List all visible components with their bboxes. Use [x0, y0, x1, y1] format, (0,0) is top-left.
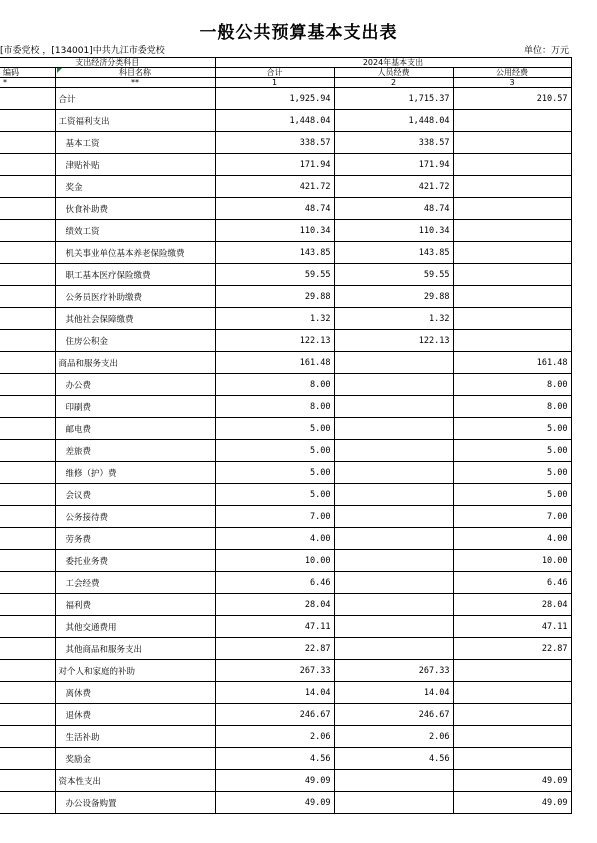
code-cell: [0, 528, 55, 550]
public-cell: 7.00: [453, 506, 571, 528]
public-cell: 161.48: [453, 352, 571, 374]
total-cell: 47.11: [215, 616, 334, 638]
table-row: [0, 352, 571, 374]
total-cell: 8.00: [215, 374, 334, 396]
code-cell: [0, 220, 55, 242]
table-row: [0, 616, 571, 638]
table-row: [0, 660, 571, 682]
total-cell: 1,448.04: [215, 110, 334, 132]
total-cell: 29.88: [215, 286, 334, 308]
personnel-cell: [334, 352, 453, 374]
total-cell: 7.00: [215, 506, 334, 528]
header-personnel: 人员经费: [334, 68, 453, 78]
total-cell: 4.00: [215, 528, 334, 550]
header-col-1: 1: [215, 78, 334, 88]
personnel-cell: 1,715.37: [334, 88, 453, 110]
code-cell: [0, 550, 55, 572]
total-cell: 6.46: [215, 572, 334, 594]
public-cell: [453, 748, 571, 770]
personnel-cell: [334, 616, 453, 638]
header-star: *: [0, 78, 55, 88]
public-cell: 8.00: [453, 396, 571, 418]
total-cell: 5.00: [215, 440, 334, 462]
code-cell: [0, 374, 55, 396]
total-cell: 267.33: [215, 660, 334, 682]
table-row: [0, 330, 571, 352]
code-cell: [0, 660, 55, 682]
table-row: [0, 396, 571, 418]
subject-name-cell: 工资福利支出: [55, 110, 215, 132]
code-cell: [0, 352, 55, 374]
total-cell: 246.67: [215, 704, 334, 726]
total-cell: 28.04: [215, 594, 334, 616]
personnel-cell: 29.88: [334, 286, 453, 308]
total-cell: 14.04: [215, 682, 334, 704]
code-cell: [0, 242, 55, 264]
personnel-cell: 267.33: [334, 660, 453, 682]
code-cell: [0, 594, 55, 616]
subject-name-cell: 对个人和家庭的补助: [55, 660, 215, 682]
cell-marker-icon: [57, 68, 62, 73]
code-cell: [0, 198, 55, 220]
subject-name-cell: 伙食补助费: [55, 198, 215, 220]
table-row: [0, 682, 571, 704]
table-row: [0, 770, 571, 792]
table-row: [0, 484, 571, 506]
total-cell: 1,925.94: [215, 88, 334, 110]
total-cell: 421.72: [215, 176, 334, 198]
subject-name-cell: 退休费: [55, 704, 215, 726]
subject-name-cell: 生活补助: [55, 726, 215, 748]
subject-name-cell: 办公费: [55, 374, 215, 396]
personnel-cell: 1,448.04: [334, 110, 453, 132]
code-cell: [0, 396, 55, 418]
code-cell: [0, 792, 55, 814]
subject-name-cell: 机关事业单位基本养老保险缴费: [55, 242, 215, 264]
public-cell: 210.57: [453, 88, 571, 110]
public-cell: 5.00: [453, 418, 571, 440]
code-cell: [0, 308, 55, 330]
subject-name-cell: 其他商品和服务支出: [55, 638, 215, 660]
personnel-cell: 4.56: [334, 748, 453, 770]
subject-name-cell: 工会经费: [55, 572, 215, 594]
header-col-3: 3: [453, 78, 571, 88]
subject-name-cell: 其他社会保障缴费: [55, 308, 215, 330]
code-cell: [0, 418, 55, 440]
code-cell: [0, 682, 55, 704]
personnel-cell: 122.13: [334, 330, 453, 352]
subject-name-cell: 离休费: [55, 682, 215, 704]
code-cell: [0, 616, 55, 638]
subject-name-cell: 奖励金: [55, 748, 215, 770]
table-row: [0, 132, 571, 154]
total-cell: 122.13: [215, 330, 334, 352]
table-row: [0, 638, 571, 660]
personnel-cell: 171.94: [334, 154, 453, 176]
total-cell: 161.48: [215, 352, 334, 374]
code-cell: [0, 132, 55, 154]
personnel-cell: [334, 792, 453, 814]
code-cell: [0, 176, 55, 198]
header-total: 合计: [215, 68, 334, 78]
table-row: [0, 198, 571, 220]
personnel-cell: 1.32: [334, 308, 453, 330]
public-cell: [453, 154, 571, 176]
table-row: [0, 110, 571, 132]
subject-name-cell: 维修（护）费: [55, 462, 215, 484]
public-cell: [453, 264, 571, 286]
code-cell: [0, 462, 55, 484]
subject-name-cell: 职工基本医疗保险缴费: [55, 264, 215, 286]
public-cell: [453, 682, 571, 704]
code-cell: [0, 264, 55, 286]
public-cell: [453, 286, 571, 308]
table-row: [0, 176, 571, 198]
subject-name-cell: 奖金: [55, 176, 215, 198]
subject-name-cell: 资本性支出: [55, 770, 215, 792]
subject-name-cell: 会议费: [55, 484, 215, 506]
public-cell: 49.09: [453, 770, 571, 792]
table-row: [0, 154, 571, 176]
table-row: [0, 572, 571, 594]
table-row: [0, 528, 571, 550]
subject-name-cell: 办公设备购置: [55, 792, 215, 814]
public-cell: [453, 704, 571, 726]
personnel-cell: [334, 440, 453, 462]
personnel-cell: [334, 484, 453, 506]
table-row: [0, 220, 571, 242]
total-cell: 5.00: [215, 418, 334, 440]
public-cell: 47.11: [453, 616, 571, 638]
personnel-cell: [334, 374, 453, 396]
public-cell: 8.00: [453, 374, 571, 396]
personnel-cell: [334, 550, 453, 572]
personnel-cell: [334, 462, 453, 484]
subject-name-cell: 邮电费: [55, 418, 215, 440]
personnel-cell: 338.57: [334, 132, 453, 154]
table-row: [0, 440, 571, 462]
unit-currency: 单位：万元: [523, 46, 569, 56]
code-cell: [0, 154, 55, 176]
header-public: 公用经费: [453, 68, 571, 78]
public-cell: [453, 198, 571, 220]
code-cell: [0, 330, 55, 352]
header-econ-category: 支出经济分类科目: [0, 58, 215, 68]
code-cell: [0, 484, 55, 506]
code-cell: [0, 572, 55, 594]
header-budget-year: 2024年基本支出: [215, 58, 571, 68]
total-cell: 338.57: [215, 132, 334, 154]
personnel-cell: [334, 418, 453, 440]
total-cell: 49.09: [215, 770, 334, 792]
code-cell: [0, 110, 55, 132]
header-code: 编码: [0, 68, 55, 78]
total-cell: 49.09: [215, 792, 334, 814]
public-cell: 4.00: [453, 528, 571, 550]
code-cell: [0, 440, 55, 462]
table-row: [0, 264, 571, 286]
total-cell: 110.34: [215, 220, 334, 242]
public-cell: [453, 132, 571, 154]
public-cell: 5.00: [453, 462, 571, 484]
personnel-cell: 246.67: [334, 704, 453, 726]
page-title: 一般公共预算基本支出表: [199, 23, 398, 43]
total-cell: 48.74: [215, 198, 334, 220]
table-row: [0, 374, 571, 396]
subject-name-cell: 公务接待费: [55, 506, 215, 528]
total-cell: 1.32: [215, 308, 334, 330]
public-cell: 5.00: [453, 484, 571, 506]
subject-name-cell: 福利费: [55, 594, 215, 616]
table-row: [0, 88, 571, 110]
header-star2: **: [55, 78, 215, 88]
personnel-cell: 421.72: [334, 176, 453, 198]
subject-name-cell: 委托业务费: [55, 550, 215, 572]
table-row: [0, 286, 571, 308]
table-row: [0, 594, 571, 616]
public-cell: [453, 330, 571, 352]
table-row: [0, 308, 571, 330]
code-cell: [0, 638, 55, 660]
code-cell: [0, 770, 55, 792]
total-cell: 59.55: [215, 264, 334, 286]
budget-table: [0, 57, 572, 814]
personnel-cell: 48.74: [334, 198, 453, 220]
table-row: [0, 704, 571, 726]
public-cell: [453, 242, 571, 264]
code-cell: [0, 704, 55, 726]
public-cell: 5.00: [453, 440, 571, 462]
personnel-cell: 110.34: [334, 220, 453, 242]
total-cell: 22.87: [215, 638, 334, 660]
personnel-cell: 143.85: [334, 242, 453, 264]
personnel-cell: [334, 594, 453, 616]
public-cell: [453, 110, 571, 132]
total-cell: 2.06: [215, 726, 334, 748]
subject-name-cell: 公务员医疗补助缴费: [55, 286, 215, 308]
table-row: [0, 462, 571, 484]
personnel-cell: [334, 528, 453, 550]
total-cell: 171.94: [215, 154, 334, 176]
subject-name-cell: 其他交通费用: [55, 616, 215, 638]
public-cell: [453, 308, 571, 330]
public-cell: [453, 726, 571, 748]
public-cell: 6.46: [453, 572, 571, 594]
public-cell: [453, 176, 571, 198]
total-cell: 10.00: [215, 550, 334, 572]
code-cell: [0, 88, 55, 110]
total-cell: 8.00: [215, 396, 334, 418]
table-row: [0, 748, 571, 770]
subject-name-cell: 住房公积金: [55, 330, 215, 352]
table-row: [0, 550, 571, 572]
code-cell: [0, 506, 55, 528]
table-row: [0, 242, 571, 264]
header-col-2: 2: [334, 78, 453, 88]
public-cell: [453, 660, 571, 682]
public-cell: 22.87: [453, 638, 571, 660]
total-cell: 5.00: [215, 462, 334, 484]
subject-name-cell: 绩效工资: [55, 220, 215, 242]
personnel-cell: 2.06: [334, 726, 453, 748]
subject-name-cell: 津贴补贴: [55, 154, 215, 176]
total-cell: 5.00: [215, 484, 334, 506]
code-cell: [0, 726, 55, 748]
table-row: [0, 726, 571, 748]
personnel-cell: [334, 506, 453, 528]
subject-name-cell: 印刷费: [55, 396, 215, 418]
personnel-cell: [334, 572, 453, 594]
subject-name-cell: 基本工资: [55, 132, 215, 154]
total-cell: 143.85: [215, 242, 334, 264]
subject-name-cell: 差旅费: [55, 440, 215, 462]
unit-name: [市委党校 ，[134001]中共九江市委党校: [0, 46, 165, 56]
header-name: 科目名称: [55, 68, 215, 78]
personnel-cell: 14.04: [334, 682, 453, 704]
public-cell: 28.04: [453, 594, 571, 616]
personnel-cell: [334, 770, 453, 792]
personnel-cell: [334, 396, 453, 418]
public-cell: [453, 220, 571, 242]
subject-name-cell: 劳务费: [55, 528, 215, 550]
subject-name-cell: 商品和服务支出: [55, 352, 215, 374]
table-row: [0, 506, 571, 528]
code-cell: [0, 748, 55, 770]
public-cell: 49.09: [453, 792, 571, 814]
code-cell: [0, 286, 55, 308]
personnel-cell: 59.55: [334, 264, 453, 286]
subject-name-cell: 合计: [55, 88, 215, 110]
table-row: [0, 418, 571, 440]
total-cell: 4.56: [215, 748, 334, 770]
personnel-cell: [334, 638, 453, 660]
public-cell: 10.00: [453, 550, 571, 572]
table-row: [0, 792, 571, 814]
